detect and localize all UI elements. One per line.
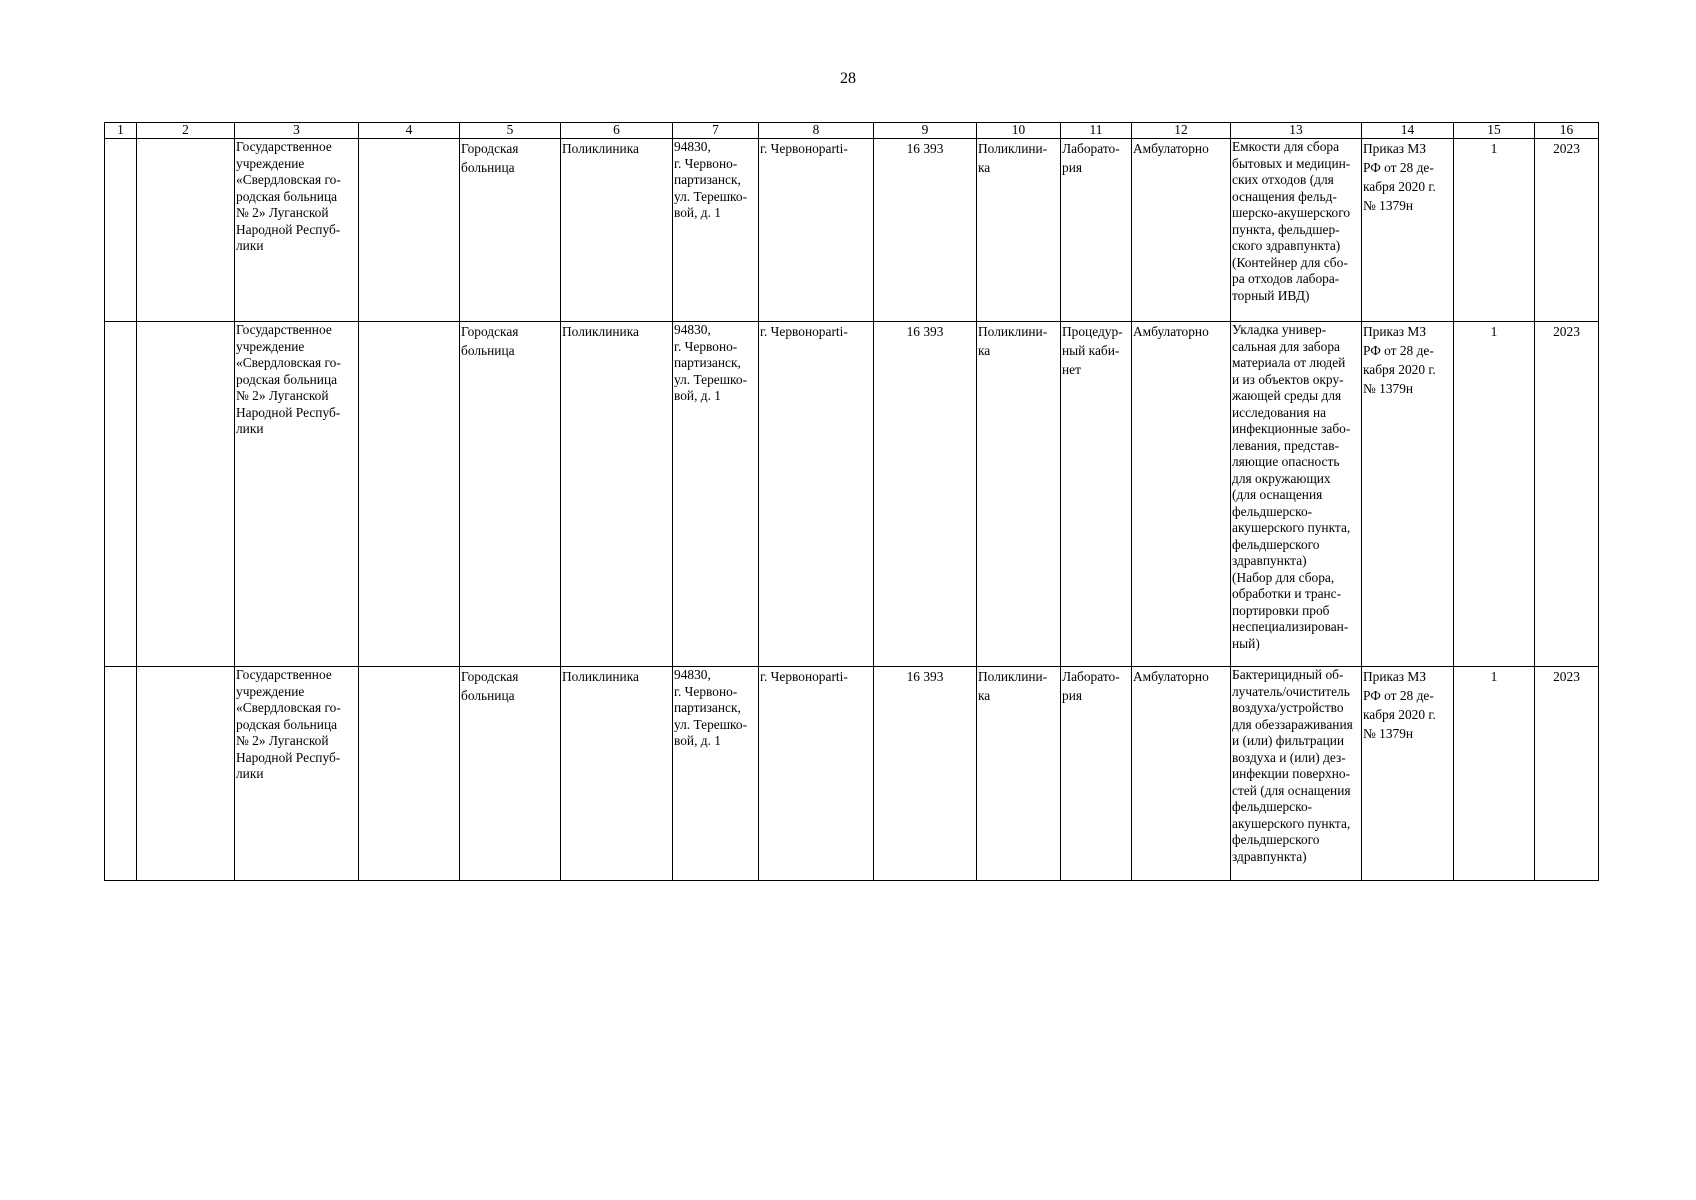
cell-text-line: РФ от 28 де- [1363, 343, 1434, 358]
cell-facility-type [460, 139, 561, 322]
cell-text-line: сальная для забора [1232, 338, 1340, 354]
cell-locality [759, 667, 874, 881]
column-header: 2 [137, 123, 235, 139]
cell-text-line: фельдшерско- [1232, 799, 1313, 814]
cell-text-line: вой, д. 1 [674, 388, 721, 403]
cell-equipment [1231, 139, 1362, 322]
cell-text-line: воздуха/устройство [1232, 700, 1344, 715]
cell-text-line: «Свердловская го- [236, 700, 341, 715]
cell-text-line: фельдшерского [1232, 536, 1320, 552]
cell-locality [759, 322, 874, 667]
cell-text-line: ный каби- [1062, 343, 1120, 358]
column-header: 9 [874, 123, 977, 139]
cell-text-line: ный) [1232, 635, 1260, 651]
cell-text-line: РФ от 28 де- [1363, 160, 1434, 175]
cell-text-line: кабря 2020 г. [1363, 707, 1436, 722]
cell-text-line: жающей среды для [1232, 388, 1342, 403]
cell-col-4 [359, 667, 460, 881]
cell-text-line: партизанск, [674, 700, 741, 715]
cell-col-2 [137, 667, 235, 881]
column-header: 8 [759, 123, 874, 139]
table-row [105, 139, 1599, 322]
cell-text-line: Городская [461, 141, 519, 156]
cell-text-line: рия [1062, 688, 1083, 703]
cell-population: 16 393 [874, 322, 977, 667]
cell-text-line: 94830, [674, 322, 711, 337]
cell-number [105, 322, 137, 667]
cell-room [1061, 139, 1132, 322]
cell-col-4 [359, 322, 460, 667]
cell-unit: Поликлиника [561, 322, 673, 667]
cell-text-line: (для оснащения [1232, 487, 1323, 502]
cell-text-line: левания, представ- [1232, 437, 1340, 453]
cell-care-form: Амбулаторно [1132, 322, 1231, 667]
cell-quantity: 1 [1454, 667, 1535, 881]
column-header: 13 [1231, 123, 1362, 139]
cell-text-line: Поликлини- [978, 324, 1048, 339]
cell-text-line: ул. Терешко- [674, 371, 748, 387]
cell-text-line: родская больница [236, 716, 338, 732]
cell-text-line: акушерского пункта, [1232, 815, 1351, 831]
column-header: 14 [1362, 123, 1454, 139]
cell-year: 2023 [1535, 667, 1599, 881]
cell-locality [759, 139, 874, 322]
data-table [104, 122, 1599, 881]
cell-text-line: Бактерицидный об- [1232, 667, 1344, 682]
cell-institution [235, 322, 359, 667]
page-number: 28 [840, 70, 856, 87]
cell-population: 16 393 [874, 667, 977, 881]
cell-text-line: ул. Терешко- [674, 188, 748, 204]
column-header: 6 [561, 123, 673, 139]
cell-order [1362, 322, 1454, 667]
column-header: 11 [1061, 123, 1132, 139]
cell-department [977, 667, 1061, 881]
cell-text-line: ка [978, 688, 991, 703]
cell-text-line: Процедур- [1062, 324, 1123, 339]
cell-text-line: учреждение [236, 683, 305, 699]
cell-unit: Поликлиника [561, 139, 673, 322]
table-row [105, 322, 1599, 667]
cell-text-line: больница [461, 160, 515, 175]
cell-text-line: лики [236, 766, 264, 781]
cell-number [105, 139, 137, 322]
column-header: 3 [235, 123, 359, 139]
cell-text-line: № 1379н [1363, 381, 1414, 396]
cell-text-line: здравпункта) [1232, 848, 1307, 864]
cell-room [1061, 667, 1132, 881]
cell-text-line: ского здравпункта) [1232, 238, 1341, 253]
cell-text-line: фельдшерского [1232, 832, 1320, 847]
column-header: 15 [1454, 123, 1535, 139]
cell-text-line: нет [1062, 362, 1081, 377]
column-header: 4 [359, 123, 460, 139]
cell-text-line: учреждение [236, 338, 305, 354]
cell-text-line: Приказ МЗ [1363, 669, 1427, 684]
cell-room [1061, 322, 1132, 667]
cell-text-line: г. Червоно- [674, 155, 738, 171]
cell-quantity: 1 [1454, 139, 1535, 322]
cell-text-line: акушерского пункта, [1232, 520, 1351, 535]
cell-text-line: кабря 2020 г. [1363, 362, 1436, 377]
cell-text-line: ка [978, 343, 991, 358]
cell-text-line: ских отходов (для [1232, 172, 1334, 187]
cell-text-line: воздуха и (или) дез- [1232, 749, 1346, 765]
column-header: 10 [977, 123, 1061, 139]
cell-col-4 [359, 139, 460, 322]
table-row [105, 667, 1599, 881]
cell-text-line: 94830, [674, 139, 711, 154]
cell-text-line: № 1379н [1363, 198, 1414, 213]
cell-text-line: ляющие опасность [1232, 454, 1340, 469]
cell-text-line: родская больница [236, 371, 338, 387]
column-header: 12 [1132, 123, 1231, 139]
cell-text-line: (Контейнер для сбо- [1232, 254, 1348, 270]
cell-text-line: и (или) фильтрации [1232, 733, 1345, 748]
cell-text-line: неспециализирован- [1232, 619, 1349, 634]
cell-text-line: Государственное [236, 667, 332, 682]
cell-facility-type [460, 667, 561, 881]
cell-equipment [1231, 322, 1362, 667]
cell-order [1362, 667, 1454, 881]
cell-institution [235, 667, 359, 881]
cell-text-line: Поликлини- [978, 669, 1048, 684]
cell-text-line: оснащения фельд- [1232, 188, 1337, 204]
cell-text-line: портировки проб [1232, 602, 1330, 618]
cell-number [105, 667, 137, 881]
cell-text-line: вой, д. 1 [674, 205, 721, 220]
cell-text-line: № 2» Луганской [236, 733, 329, 748]
cell-text-line: Народной Респуб- [236, 404, 341, 420]
cell-text-line: ул. Терешко- [674, 716, 748, 732]
cell-text-line: инфекции поверхно- [1232, 766, 1351, 781]
cell-text-line: г. Червонoparti- [760, 324, 848, 339]
cell-text-line: исследования на [1232, 404, 1327, 420]
header-row [105, 123, 1599, 139]
cell-facility-type [460, 322, 561, 667]
cell-institution [235, 139, 359, 322]
cell-text-line: Приказ МЗ [1363, 324, 1427, 339]
cell-text-line: Емкости для сбора [1232, 139, 1340, 154]
table-body [105, 139, 1599, 881]
cell-text-line: «Свердловская го- [236, 172, 341, 187]
cell-text-line: лики [236, 238, 264, 253]
cell-care-form: Амбулаторно [1132, 667, 1231, 881]
cell-text-line: г. Червоно- [674, 683, 738, 699]
cell-text-line: № 2» Луганской [236, 388, 329, 403]
cell-text-line: инфекционные забо- [1232, 421, 1351, 436]
cell-year: 2023 [1535, 139, 1599, 322]
cell-text-line: партизанск, [674, 355, 741, 370]
cell-text-line: (Набор для сбора, [1232, 569, 1335, 585]
cell-text-line: и из объектов окру- [1232, 371, 1344, 387]
cell-text-line: материала от людей [1232, 355, 1346, 370]
cell-text-line: пункта, фельдшер- [1232, 221, 1340, 237]
cell-text-line: стей (для оснащения [1232, 782, 1351, 798]
cell-text-line: Приказ МЗ [1363, 141, 1427, 156]
column-header: 5 [460, 123, 561, 139]
cell-col-2 [137, 139, 235, 322]
cell-address [673, 139, 759, 322]
cell-text-line: лики [236, 421, 264, 436]
cell-text-line: вой, д. 1 [674, 733, 721, 748]
cell-text-line: «Свердловская го- [236, 355, 341, 370]
cell-text-line: больница [461, 688, 515, 703]
cell-text-line: торный ИВД) [1232, 287, 1310, 303]
column-header: 16 [1535, 123, 1599, 139]
cell-text-line: учреждение [236, 155, 305, 171]
cell-text-line: для обеззараживания [1232, 716, 1353, 732]
cell-text-line: Народной Респуб- [236, 221, 341, 237]
cell-order [1362, 139, 1454, 322]
cell-text-line: партизанск, [674, 172, 741, 187]
cell-text-line: лучатель/очиститель [1232, 683, 1350, 699]
cell-text-line: больница [461, 343, 515, 358]
cell-text-line: ка [978, 160, 991, 175]
cell-text-line: обработки и транс- [1232, 586, 1342, 601]
cell-text-line: Государственное [236, 139, 332, 154]
cell-text-line: фельдшерско- [1232, 503, 1313, 519]
cell-quantity: 1 [1454, 322, 1535, 667]
cell-text-line: здравпункта) [1232, 553, 1307, 568]
cell-text-line: № 2» Луганской [236, 205, 329, 220]
cell-text-line: г. Червонoparti- [760, 141, 848, 156]
cell-department [977, 139, 1061, 322]
cell-text-line: № 1379н [1363, 726, 1414, 741]
cell-text-line: бытовых и медицин- [1232, 155, 1351, 171]
cell-text-line: г. Червоно- [674, 338, 738, 354]
cell-text-line: Городская [461, 669, 519, 684]
cell-equipment [1231, 667, 1362, 881]
cell-population: 16 393 [874, 139, 977, 322]
cell-text-line: Укладка универ- [1232, 322, 1327, 337]
cell-text-line: рия [1062, 160, 1083, 175]
cell-department [977, 322, 1061, 667]
column-header: 1 [105, 123, 137, 139]
cell-text-line: ра отходов лабора- [1232, 271, 1340, 286]
cell-text-line: родская больница [236, 188, 338, 204]
cell-text-line: 94830, [674, 667, 711, 682]
cell-address [673, 667, 759, 881]
cell-text-line: для окружающих [1232, 470, 1331, 486]
cell-text-line: РФ от 28 де- [1363, 688, 1434, 703]
cell-text-line: г. Червонoparti- [760, 669, 848, 684]
cell-unit: Поликлиника [561, 667, 673, 881]
cell-text-line: Лаборато- [1062, 141, 1120, 156]
cell-text-line: Государственное [236, 322, 332, 337]
cell-address [673, 322, 759, 667]
cell-text-line: Народной Респуб- [236, 749, 341, 765]
column-header: 7 [673, 123, 759, 139]
cell-text-line: кабря 2020 г. [1363, 179, 1436, 194]
cell-col-2 [137, 322, 235, 667]
cell-year: 2023 [1535, 322, 1599, 667]
cell-text-line: Лаборато- [1062, 669, 1120, 684]
cell-care-form: Амбулаторно [1132, 139, 1231, 322]
cell-text-line: Поликлини- [978, 141, 1048, 156]
cell-text-line: Городская [461, 324, 519, 339]
cell-text-line: шерско-акушерского [1232, 205, 1351, 220]
